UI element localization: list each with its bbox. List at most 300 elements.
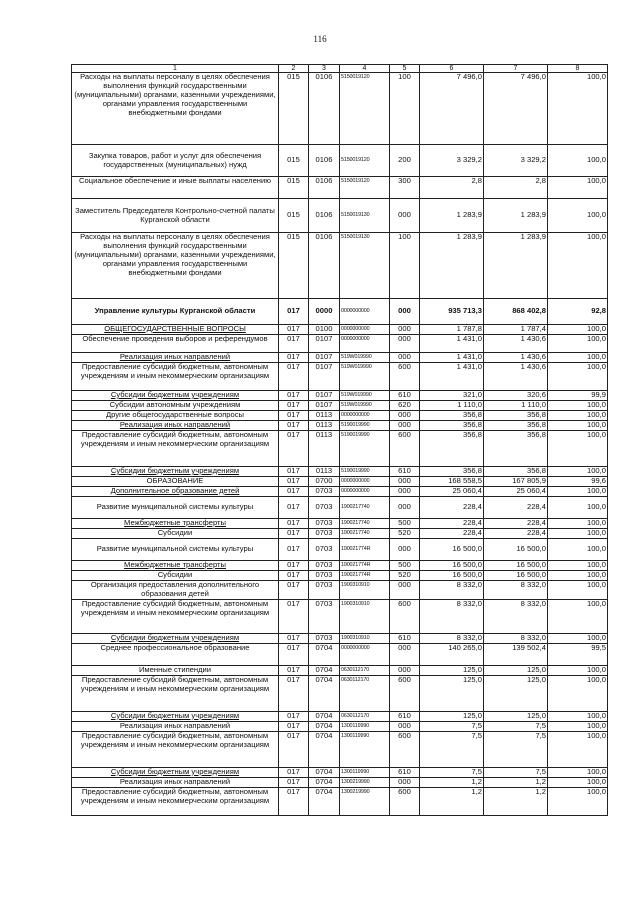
- expense-name-text: Предоставление субсидий бюджетным, автономным учреждениям и иным некоммерческим организациям: [80, 731, 270, 749]
- table-row: [72, 571, 608, 581]
- plan-amount-cell: 1 110,0: [420, 401, 484, 411]
- grbs-code-cell: 017: [279, 539, 309, 561]
- plan-amount-cell: 125,0: [420, 665, 484, 675]
- target-article-cell: 0630112170: [340, 665, 390, 675]
- expense-type-cell: 000: [390, 421, 420, 431]
- execution-percent-cell: 100,0: [548, 529, 608, 539]
- section-code-cell: 0100: [309, 325, 340, 335]
- col-header-2: 2: [279, 65, 309, 73]
- expense-name-cell: [72, 401, 279, 411]
- expense-name-text: ОБРАЗОВАНИЕ: [146, 476, 204, 485]
- execution-percent-cell: 100,0: [548, 571, 608, 581]
- actual-amount-cell: 356,8: [484, 411, 548, 421]
- expense-type-cell: 000: [390, 411, 420, 421]
- expense-type-cell: 520: [390, 529, 420, 539]
- expense-type-cell: 610: [390, 767, 420, 777]
- expense-name-text: Предоставление субсидий бюджетным, автономным учреждениям и иным некоммерческим организациям: [80, 599, 270, 617]
- expense-type-cell: 000: [390, 353, 420, 363]
- execution-percent-cell: 99,5: [548, 643, 608, 665]
- table-row: [72, 519, 608, 529]
- expense-type-cell: 600: [390, 431, 420, 467]
- target-article-cell: 0000000000: [340, 411, 390, 421]
- plan-amount-cell: 125,0: [420, 675, 484, 711]
- plan-amount-cell: 1,2: [420, 777, 484, 787]
- target-article-cell: 519W019990: [340, 401, 390, 411]
- plan-amount-cell: 16 500,0: [420, 539, 484, 561]
- target-article-cell: 5150019120: [340, 73, 390, 145]
- expense-type-cell: 520: [390, 571, 420, 581]
- plan-amount-cell: 2,8: [420, 177, 484, 199]
- expense-type-cell: 000: [390, 325, 420, 335]
- plan-amount-cell: 8 332,0: [420, 599, 484, 633]
- actual-amount-cell: 3 329,2: [484, 145, 548, 177]
- expense-name-text: Субсидии автономным учреждениям: [109, 400, 241, 409]
- section-code-cell: 0113: [309, 421, 340, 431]
- expense-name-text: Заместитель Председателя Контрольно-счетной палаты Курганской области: [75, 205, 275, 224]
- expense-name-text: Социальное обеспечение и иные выплаты населению: [79, 176, 271, 185]
- actual-amount-cell: 7,5: [484, 721, 548, 731]
- section-code-cell: 0106: [309, 177, 340, 199]
- expense-name-cell: [72, 299, 279, 325]
- expense-type-cell: 000: [390, 487, 420, 497]
- execution-percent-cell: 100,0: [548, 497, 608, 519]
- target-article-cell: 0630112170: [340, 711, 390, 721]
- plan-amount-cell: 356,8: [420, 421, 484, 431]
- target-article-cell: 0000000000: [340, 299, 390, 325]
- actual-amount-cell: 7 496,0: [484, 73, 548, 145]
- grbs-code-cell: 017: [279, 477, 309, 487]
- execution-percent-cell: 99,9: [548, 391, 608, 401]
- target-article-cell: 1300219990: [340, 777, 390, 787]
- expense-name-text: Предоставление субсидий бюджетным, автономным учреждениям и иным некоммерческим организациям: [80, 430, 270, 448]
- expense-name-cell: [72, 177, 279, 199]
- grbs-code-cell: 017: [279, 777, 309, 787]
- plan-amount-cell: 125,0: [420, 711, 484, 721]
- execution-percent-cell: 100,0: [548, 325, 608, 335]
- expense-type-cell: 600: [390, 731, 420, 767]
- grbs-code-cell: 017: [279, 431, 309, 467]
- expense-name-text: Реализация иных направлений: [119, 721, 231, 730]
- table-row: [72, 487, 608, 497]
- target-article-cell: 1900310910: [340, 581, 390, 600]
- table-row: [72, 581, 608, 600]
- expense-name-text: Именные стипендии: [138, 665, 212, 674]
- grbs-code-cell: 015: [279, 199, 309, 233]
- section-code-cell: 0704: [309, 665, 340, 675]
- plan-amount-cell: 16 500,0: [420, 561, 484, 571]
- actual-amount-cell: 228,4: [484, 529, 548, 539]
- expense-name-cell: [72, 581, 279, 600]
- execution-percent-cell: 100,0: [548, 581, 608, 600]
- execution-percent-cell: 100,0: [548, 561, 608, 571]
- table-row: [72, 325, 608, 335]
- actual-amount-cell: 1 430,6: [484, 363, 548, 391]
- expense-name-text: Развитие муниципальной системы культуры: [96, 502, 254, 512]
- expense-name-cell: [72, 539, 279, 561]
- expense-type-cell: 000: [390, 477, 420, 487]
- table-row: [72, 467, 608, 477]
- expense-name-cell: [72, 391, 279, 401]
- expense-name-text: Субсидии бюджетным учреждениям: [110, 633, 240, 642]
- col-header-6: 6: [420, 65, 484, 73]
- expense-name-cell: [72, 519, 279, 529]
- actual-amount-cell: 1 283,9: [484, 199, 548, 233]
- section-code-cell: 0703: [309, 539, 340, 561]
- section-code-cell: 0107: [309, 363, 340, 391]
- target-article-cell: 0000000000: [340, 477, 390, 487]
- execution-percent-cell: 100,0: [548, 177, 608, 199]
- expense-type-cell: 610: [390, 467, 420, 477]
- actual-amount-cell: 16 500,0: [484, 571, 548, 581]
- table-row: [72, 73, 608, 145]
- actual-amount-cell: 16 500,0: [484, 561, 548, 571]
- plan-amount-cell: 356,8: [420, 411, 484, 421]
- section-code-cell: 0703: [309, 487, 340, 497]
- table-row: [72, 363, 608, 391]
- expense-name-cell: [72, 711, 279, 721]
- section-code-cell: 0703: [309, 561, 340, 571]
- section-code-cell: 0106: [309, 145, 340, 177]
- target-article-cell: 5190019990: [340, 467, 390, 477]
- plan-amount-cell: 356,8: [420, 467, 484, 477]
- expense-name-text: Среднее профессиональное образование: [100, 643, 250, 652]
- section-code-cell: 0703: [309, 519, 340, 529]
- expense-name-text: Управление культуры Курганской области: [94, 306, 256, 316]
- table-row: [72, 477, 608, 487]
- expense-name-cell: [72, 633, 279, 643]
- expense-name-cell: [72, 675, 279, 711]
- plan-amount-cell: 8 332,0: [420, 581, 484, 600]
- grbs-code-cell: 017: [279, 519, 309, 529]
- actual-amount-cell: 7,5: [484, 731, 548, 767]
- expense-type-cell: 000: [390, 721, 420, 731]
- grbs-code-cell: 017: [279, 421, 309, 431]
- actual-amount-cell: 1,2: [484, 777, 548, 787]
- expense-name-cell: [72, 643, 279, 665]
- execution-percent-cell: 100,0: [548, 599, 608, 633]
- target-article-cell: 5150019130: [340, 199, 390, 233]
- plan-amount-cell: 7,5: [420, 767, 484, 777]
- section-code-cell: 0000: [309, 299, 340, 325]
- table-row: [72, 721, 608, 731]
- actual-amount-cell: 868 402,8: [484, 299, 548, 325]
- expense-name-cell: [72, 477, 279, 487]
- expense-name-text: Расходы на выплаты персоналу в целях обеспечения выполнения функций государственными (муниципальными) органами, казенными учреждениями, органами управления государственными внебюджетными фондами: [74, 72, 276, 117]
- execution-percent-cell: 100,0: [548, 467, 608, 477]
- col-header-4: 4: [340, 65, 390, 73]
- expense-name-cell: [72, 325, 279, 335]
- expense-type-cell: 300: [390, 177, 420, 199]
- target-article-cell: 190021774R: [340, 571, 390, 581]
- grbs-code-cell: 017: [279, 721, 309, 731]
- section-code-cell: 0703: [309, 581, 340, 600]
- target-article-cell: 0000000000: [340, 325, 390, 335]
- expense-name-text: Предоставление субсидий бюджетным, автономным учреждениям и иным некоммерческим организациям: [80, 787, 270, 805]
- table-body: [72, 65, 608, 816]
- expense-name-cell: [72, 731, 279, 767]
- section-code-cell: 0704: [309, 711, 340, 721]
- execution-percent-cell: 100,0: [548, 777, 608, 787]
- execution-percent-cell: 100,0: [548, 487, 608, 497]
- expense-name-cell: [72, 431, 279, 467]
- plan-amount-cell: 7 496,0: [420, 73, 484, 145]
- grbs-code-cell: 017: [279, 363, 309, 391]
- grbs-code-cell: 015: [279, 145, 309, 177]
- plan-amount-cell: 356,8: [420, 431, 484, 467]
- execution-percent-cell: 100,0: [548, 633, 608, 643]
- actual-amount-cell: 167 805,9: [484, 477, 548, 487]
- plan-amount-cell: 140 265,0: [420, 643, 484, 665]
- target-article-cell: 0000000000: [340, 487, 390, 497]
- expense-name-cell: [72, 787, 279, 815]
- expense-name-text: Субсидии: [157, 528, 193, 537]
- expense-name-cell: [72, 599, 279, 633]
- expense-name-cell: [72, 233, 279, 299]
- actual-amount-cell: 8 332,0: [484, 581, 548, 600]
- grbs-code-cell: 017: [279, 731, 309, 767]
- grbs-code-cell: 017: [279, 401, 309, 411]
- target-article-cell: 0000000000: [340, 643, 390, 665]
- expense-type-cell: 100: [390, 233, 420, 299]
- grbs-code-cell: 017: [279, 529, 309, 539]
- actual-amount-cell: 8 332,0: [484, 633, 548, 643]
- grbs-code-cell: 015: [279, 233, 309, 299]
- table-row: [72, 233, 608, 299]
- expense-name-cell: [72, 73, 279, 145]
- expense-name-cell: [72, 487, 279, 497]
- actual-amount-cell: 16 500,0: [484, 539, 548, 561]
- col-header-7: 7: [484, 65, 548, 73]
- table-row: [72, 401, 608, 411]
- expense-name-text: Расходы на выплаты персоналу в целях обеспечения выполнения функций государственными (муниципальными) органами, казенными учреждениями, органами управления государственными внебюджетными фондами: [74, 232, 276, 277]
- expense-name-text: Субсидии бюджетным учреждениям: [110, 711, 240, 720]
- section-code-cell: 0704: [309, 731, 340, 767]
- section-code-cell: 0107: [309, 335, 340, 353]
- table-row: [72, 421, 608, 431]
- grbs-code-cell: 017: [279, 335, 309, 353]
- expense-type-cell: 500: [390, 561, 420, 571]
- plan-amount-cell: 321,0: [420, 391, 484, 401]
- plan-amount-cell: 1 283,9: [420, 199, 484, 233]
- execution-percent-cell: 100,0: [548, 665, 608, 675]
- target-article-cell: 5190019990: [340, 421, 390, 431]
- plan-amount-cell: 228,4: [420, 519, 484, 529]
- expense-name-text: Предоставление субсидий бюджетным, автономным учреждениям и иным некоммерческим организациям: [80, 675, 270, 693]
- section-code-cell: 0113: [309, 411, 340, 421]
- plan-amount-cell: 228,4: [420, 497, 484, 519]
- actual-amount-cell: 228,4: [484, 497, 548, 519]
- expense-name-text: Реализация иных направлений: [119, 777, 231, 786]
- expense-name-cell: [72, 777, 279, 787]
- target-article-cell: 1900310910: [340, 633, 390, 643]
- actual-amount-cell: 25 060,4: [484, 487, 548, 497]
- execution-percent-cell: 100,0: [548, 675, 608, 711]
- table-row: [72, 665, 608, 675]
- execution-percent-cell: 100,0: [548, 353, 608, 363]
- section-code-cell: 0703: [309, 599, 340, 633]
- target-article-cell: 1300119990: [340, 721, 390, 731]
- expense-type-cell: 600: [390, 363, 420, 391]
- actual-amount-cell: 7,5: [484, 767, 548, 777]
- expense-type-cell: 600: [390, 675, 420, 711]
- expense-name-text: Межбюджетные трансферты: [124, 560, 226, 569]
- actual-amount-cell: 1 430,6: [484, 353, 548, 363]
- grbs-code-cell: 017: [279, 633, 309, 643]
- expense-type-cell: 610: [390, 391, 420, 401]
- execution-percent-cell: 100,0: [548, 363, 608, 391]
- table-row: [72, 431, 608, 467]
- grbs-code-cell: 017: [279, 767, 309, 777]
- table-row: [72, 335, 608, 353]
- expense-name-cell: [72, 721, 279, 731]
- section-code-cell: 0704: [309, 675, 340, 711]
- actual-amount-cell: 1 110,0: [484, 401, 548, 411]
- target-article-cell: 1900310910: [340, 599, 390, 633]
- plan-amount-cell: 168 558,5: [420, 477, 484, 487]
- table-row: [72, 633, 608, 643]
- expense-name-text: Субсидии бюджетным учреждениям: [110, 767, 240, 776]
- table-row: [72, 787, 608, 815]
- grbs-code-cell: 017: [279, 711, 309, 721]
- table-row: [72, 675, 608, 711]
- section-code-cell: 0106: [309, 73, 340, 145]
- table-row: [72, 731, 608, 767]
- expense-type-cell: 620: [390, 401, 420, 411]
- table-row: [72, 643, 608, 665]
- col-header-1: 1: [72, 65, 279, 73]
- expense-name-cell: [72, 529, 279, 539]
- actual-amount-cell: 125,0: [484, 665, 548, 675]
- expense-name-text: Организация предоставления дополнительного образования детей: [90, 580, 260, 598]
- target-article-cell: 190021774R: [340, 561, 390, 571]
- table-row: [72, 177, 608, 199]
- expense-type-cell: 610: [390, 711, 420, 721]
- expense-type-cell: 000: [390, 581, 420, 600]
- target-article-cell: 1300119990: [340, 731, 390, 767]
- expense-name-cell: [72, 411, 279, 421]
- actual-amount-cell: 139 502,4: [484, 643, 548, 665]
- expense-type-cell: 000: [390, 665, 420, 675]
- table-row: [72, 145, 608, 177]
- grbs-code-cell: 017: [279, 787, 309, 815]
- plan-amount-cell: 1 283,9: [420, 233, 484, 299]
- grbs-code-cell: 017: [279, 467, 309, 477]
- expense-type-cell: 000: [390, 643, 420, 665]
- execution-percent-cell: 100,0: [548, 199, 608, 233]
- grbs-code-cell: 017: [279, 581, 309, 600]
- grbs-code-cell: 017: [279, 497, 309, 519]
- expense-type-cell: 000: [390, 539, 420, 561]
- grbs-code-cell: 017: [279, 299, 309, 325]
- plan-amount-cell: 1 431,0: [420, 363, 484, 391]
- expense-type-cell: 000: [390, 497, 420, 519]
- grbs-code-cell: 017: [279, 561, 309, 571]
- section-code-cell: 0106: [309, 233, 340, 299]
- target-article-cell: 519W019990: [340, 353, 390, 363]
- expense-name-text: Дополнительное образование детей: [110, 486, 240, 495]
- target-article-cell: 1300219990: [340, 787, 390, 815]
- expense-type-cell: 200: [390, 145, 420, 177]
- expense-type-cell: 600: [390, 599, 420, 633]
- expense-name-cell: [72, 335, 279, 353]
- table-row: [72, 497, 608, 519]
- col-header-8: 8: [548, 65, 608, 73]
- execution-percent-cell: 92,8: [548, 299, 608, 325]
- section-code-cell: 0703: [309, 633, 340, 643]
- execution-percent-cell: 100,0: [548, 335, 608, 353]
- expense-name-cell: [72, 767, 279, 777]
- page-number: 116: [313, 34, 327, 44]
- actual-amount-cell: 1 430,6: [484, 335, 548, 353]
- execution-percent-cell: 100,0: [548, 233, 608, 299]
- section-code-cell: 0703: [309, 497, 340, 519]
- actual-amount-cell: 356,8: [484, 421, 548, 431]
- expense-name-cell: [72, 199, 279, 233]
- target-article-cell: 519W019990: [340, 391, 390, 401]
- expense-name-cell: [72, 145, 279, 177]
- expense-name-text: Обеспечение проведения выборов и референдумов: [82, 334, 268, 343]
- section-code-cell: 0106: [309, 199, 340, 233]
- execution-percent-cell: 100,0: [548, 431, 608, 467]
- table-row: [72, 599, 608, 633]
- execution-percent-cell: 100,0: [548, 539, 608, 561]
- expense-name-text: Закупка товаров, работ и услуг для обеспечения государственных (муниципальных) нужд: [88, 150, 262, 169]
- expense-type-cell: 000: [390, 299, 420, 325]
- plan-amount-cell: 16 500,0: [420, 571, 484, 581]
- table-row: [72, 199, 608, 233]
- col-header-3: 3: [309, 65, 340, 73]
- expense-name-cell: [72, 363, 279, 391]
- expense-type-cell: 500: [390, 519, 420, 529]
- expense-name-cell: [72, 571, 279, 581]
- target-article-cell: 5150019130: [340, 233, 390, 299]
- execution-percent-cell: 100,0: [548, 787, 608, 815]
- budget-table: [71, 64, 608, 816]
- section-code-cell: 0704: [309, 777, 340, 787]
- expense-type-cell: 000: [390, 335, 420, 353]
- section-code-cell: 0704: [309, 643, 340, 665]
- target-article-cell: 1300119990: [340, 767, 390, 777]
- execution-percent-cell: 100,0: [548, 145, 608, 177]
- plan-amount-cell: 1 431,0: [420, 335, 484, 353]
- expense-name-cell: [72, 497, 279, 519]
- table-row: [72, 767, 608, 777]
- table-row: [72, 561, 608, 571]
- section-code-cell: 0704: [309, 787, 340, 815]
- table-row: [72, 539, 608, 561]
- expense-name-text: Субсидии бюджетным учреждениям: [110, 390, 240, 399]
- table-row: [72, 353, 608, 363]
- target-article-cell: 0630112170: [340, 675, 390, 711]
- section-code-cell: 0703: [309, 571, 340, 581]
- plan-amount-cell: 7,5: [420, 731, 484, 767]
- grbs-code-cell: 017: [279, 487, 309, 497]
- col-header-5: 5: [390, 65, 420, 73]
- execution-percent-cell: 100,0: [548, 421, 608, 431]
- execution-percent-cell: 100,0: [548, 731, 608, 767]
- grbs-code-cell: 017: [279, 571, 309, 581]
- actual-amount-cell: 1 787,4: [484, 325, 548, 335]
- target-article-cell: 1900217740: [340, 497, 390, 519]
- expense-name-text: Реализация иных направлений: [119, 420, 231, 429]
- expense-name-cell: [72, 665, 279, 675]
- expense-type-cell: 000: [390, 777, 420, 787]
- plan-amount-cell: 1 431,0: [420, 353, 484, 363]
- expense-name-text: Предоставление субсидий бюджетным, автономным учреждениям и иным некоммерческим организациям: [80, 362, 270, 380]
- plan-amount-cell: 25 060,4: [420, 487, 484, 497]
- table-row: [72, 391, 608, 401]
- table-row: [72, 711, 608, 721]
